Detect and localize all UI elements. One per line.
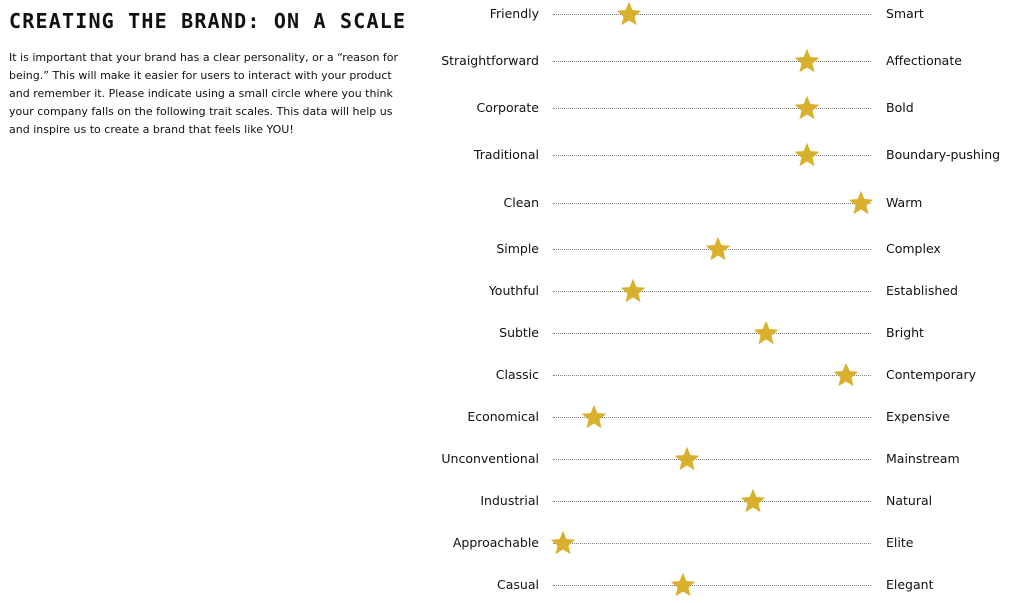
scale-right-label: Smart (886, 6, 924, 21)
star-icon[interactable] (549, 529, 577, 557)
scale-row (0, 533, 1019, 553)
scale-row (0, 4, 1019, 24)
scale-right-label: Established (886, 283, 958, 298)
scale-left-label: Casual (497, 577, 539, 592)
scale-left-label: Approachable (452, 535, 539, 550)
star-icon[interactable] (847, 189, 875, 217)
scale-left-label: Youthful (488, 283, 539, 298)
scale-row (0, 365, 1019, 385)
scale-left-label: Friendly (489, 6, 539, 21)
scale-row (0, 323, 1019, 343)
scale-left-label: Unconventional (441, 451, 539, 466)
scale-row (0, 281, 1019, 301)
scale-right-label: Mainstream (886, 451, 960, 466)
star-icon[interactable] (619, 277, 647, 305)
scale-left-label: Clean (503, 195, 539, 210)
scale-row (0, 145, 1019, 165)
scale-track[interactable] (553, 14, 871, 15)
scale-track[interactable] (553, 375, 871, 376)
scale-left-label: Corporate (476, 100, 539, 115)
scale-row (0, 51, 1019, 71)
scale-row (0, 193, 1019, 213)
scale-track[interactable] (553, 108, 871, 109)
star-icon[interactable] (704, 235, 732, 263)
scale-right-label: Affectionate (886, 53, 962, 68)
scale-right-label: Expensive (886, 409, 950, 424)
scale-track[interactable] (553, 333, 871, 334)
star-icon[interactable] (580, 403, 608, 431)
scale-track[interactable] (553, 459, 871, 460)
scale-left-label: Straightforward (441, 53, 539, 68)
scale-track[interactable] (553, 291, 871, 292)
star-icon[interactable] (669, 571, 697, 599)
scale-track[interactable] (553, 501, 871, 502)
star-icon[interactable] (793, 94, 821, 122)
scale-track[interactable] (553, 61, 871, 62)
star-icon[interactable] (615, 0, 643, 28)
scale-right-label: Natural (886, 493, 933, 508)
scale-row (0, 239, 1019, 259)
star-icon[interactable] (832, 361, 860, 389)
scale-left-label: Classic (495, 367, 539, 382)
scale-right-label: Elegant (886, 577, 934, 592)
scale-left-label: Traditional (473, 147, 539, 162)
scale-track[interactable] (553, 249, 871, 250)
scale-right-label: Complex (886, 241, 941, 256)
intro-paragraph: It is important that your brand has a clear personality, or a “reason for being.” This will make it easier for users to interact with your product and remember it. Please indicate using a small circle where you think your company falls on the following trait scales. This data will help us and inspire us to create a brand that feels like YOU! (9, 51, 399, 136)
scale-right-label: Bold (886, 100, 914, 115)
scale-right-label: Warm (886, 195, 923, 210)
scale-left-label: Economical (467, 409, 539, 424)
star-icon[interactable] (793, 47, 821, 75)
scale-left-label: Subtle (499, 325, 539, 340)
page-title: CREATING THE BRAND: ON A SCALE (9, 9, 407, 33)
scale-track[interactable] (553, 417, 871, 418)
scale-row (0, 491, 1019, 511)
scale-right-label: Contemporary (886, 367, 976, 382)
scale-right-label: Elite (886, 535, 914, 550)
scale-track[interactable] (553, 203, 871, 204)
scale-left-label: Simple (496, 241, 539, 256)
scale-left-label: Industrial (480, 493, 539, 508)
scale-row (0, 449, 1019, 469)
scale-row (0, 575, 1019, 595)
star-icon[interactable] (673, 445, 701, 473)
scale-row (0, 407, 1019, 427)
scale-row (0, 98, 1019, 118)
star-icon[interactable] (793, 141, 821, 169)
scale-track[interactable] (553, 585, 871, 586)
scale-right-label: Boundary-pushing (886, 147, 1001, 162)
scale-right-label: Bright (886, 325, 924, 340)
star-icon[interactable] (739, 487, 767, 515)
star-icon[interactable] (752, 319, 780, 347)
scale-track[interactable] (553, 543, 871, 544)
scale-track[interactable] (553, 155, 871, 156)
